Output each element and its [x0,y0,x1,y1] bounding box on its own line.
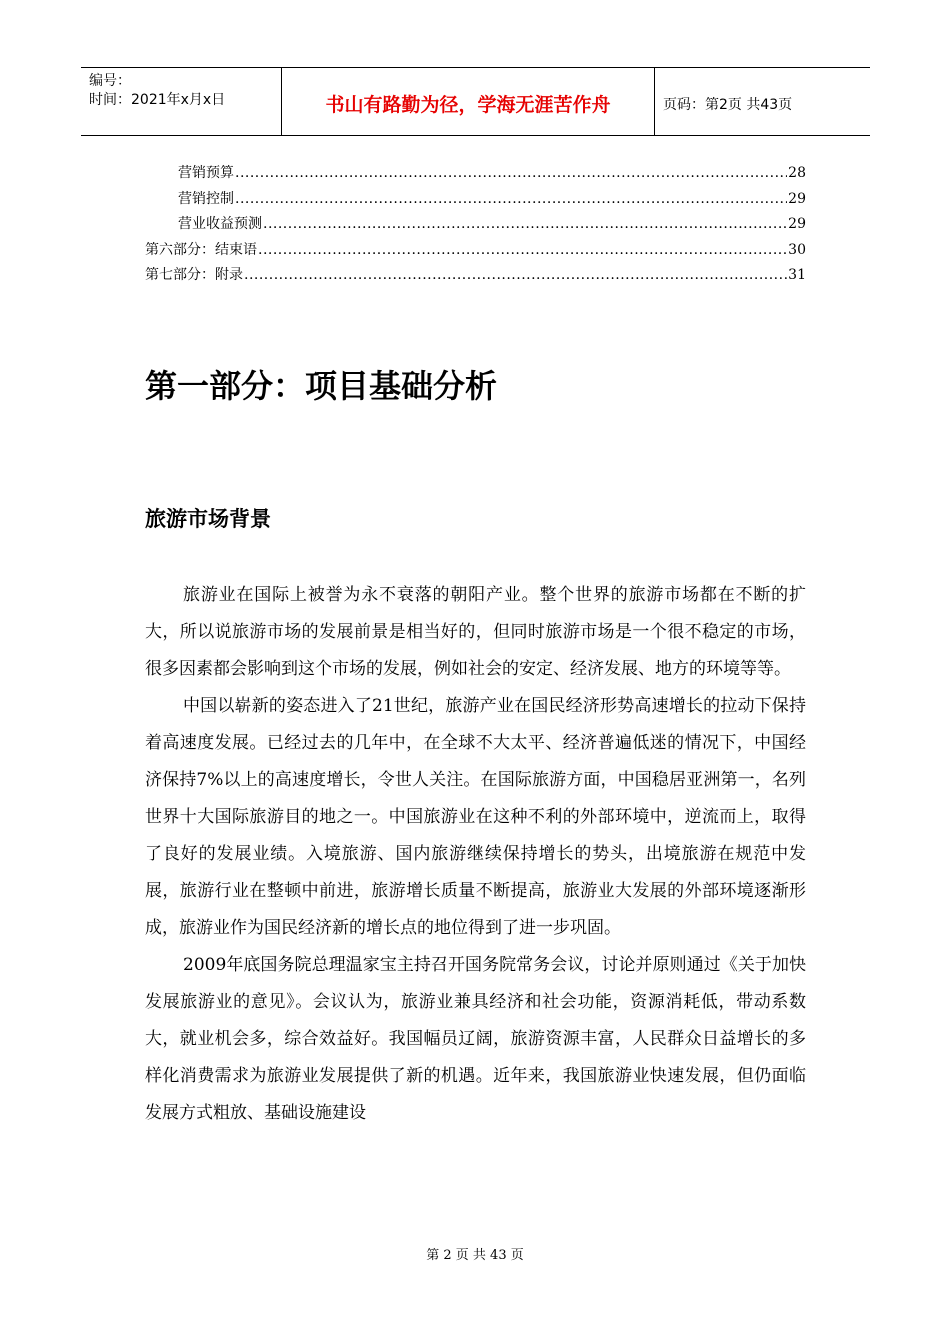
toc-entry-page: 28 [788,165,806,181]
toc-entry-page: 31 [788,267,806,283]
toc-entry-page: 29 [788,216,806,232]
header-number-label: 编号： [89,73,131,89]
toc-entry[interactable] [145,161,806,187]
paragraph: 2009年底国务院总理温家宝主持召开国务院常务会议，讨论并原则通过《关于加快发展旅游业的意见》。会议认为，旅游业兼具经济和社会功能，资源消耗低，带动系数大，就业机会多，综合效益好。我国幅员辽阔，旅游资源丰富，人民群众日益增长的多样化消费需求为旅游业发展提供了新的机遇。近年来，我国旅游业快速发展，但仍面临发展方式粗放、基础设施建设 [145,955,806,1123]
header-info-cell [81,68,282,135]
toc-leader-dots [244,263,787,289]
toc-entry-label: 营销控制 [178,190,234,207]
toc-entry[interactable] [145,263,806,289]
paragraph: 中国以崭新的姿态进入了21世纪，旅游产业在国民经济形势高速增长的拉动下保持着高速度发展。已经过去的几年中，在全球不大太平、经济普遍低迷的情况下，中国经济保持7%以上的高速度增长，令世人关注。在国际旅游方面，中国稳居亚洲第一，名列世界十大国际旅游目的地之一。中国旅游业在这种不利的外部环境中，逆流而上，取得了良好的发展业绩。入境旅游、国内旅游继续保持增长的势头，出境旅游在规范中发展，旅游行业在整顿中前进，旅游增长质量不断提高，旅游业大发展的外部环境逐渐形成，旅游业作为国民经济新的增长点的地位得到了进一步巩固。 [145,696,806,938]
toc-leader-dots [263,212,787,238]
toc-entry[interactable] [145,212,806,238]
body-text [145,577,806,1132]
toc-entry[interactable] [145,187,806,213]
section-title: 第一部分：项目基础分析 [145,367,498,405]
toc-entry-label: 第七部分：附录 [145,267,243,283]
toc-entry-page: 30 [788,241,806,258]
header-page-label: 页码：第2页 共43页 [663,96,793,113]
paragraph: 旅游业在国际上被誉为永不衰落的朝阳产业。整个世界的旅游市场都在不断的扩大，所以说旅游市场的发展前景是相当好的，但同时旅游市场是一个很不稳定的市场，很多因素都会影响到这个市场的发展，例如社会的安定、经济发展、地方的环境等等。 [145,585,806,679]
toc-entry[interactable] [145,238,806,264]
toc-entry-page: 29 [788,190,806,207]
toc-leader-dots [235,161,787,187]
header-motto: 书山有路勤为径，学海无涯苦作舟 [282,68,655,135]
table-of-contents [145,161,806,289]
header-date-label: 时间：2021年x月x日 [89,92,226,108]
subsection-title: 旅游市场背景 [145,507,271,531]
page-footer: 第 2 页 共 43 页 [426,1248,524,1263]
toc-entry-label: 营销预算 [178,165,234,181]
toc-entry-label: 第六部分：结束语 [145,241,257,258]
toc-entry-label: 营业收益预测 [178,216,262,232]
page-header [81,67,870,136]
toc-leader-dots [235,187,787,213]
toc-leader-dots [258,238,787,264]
